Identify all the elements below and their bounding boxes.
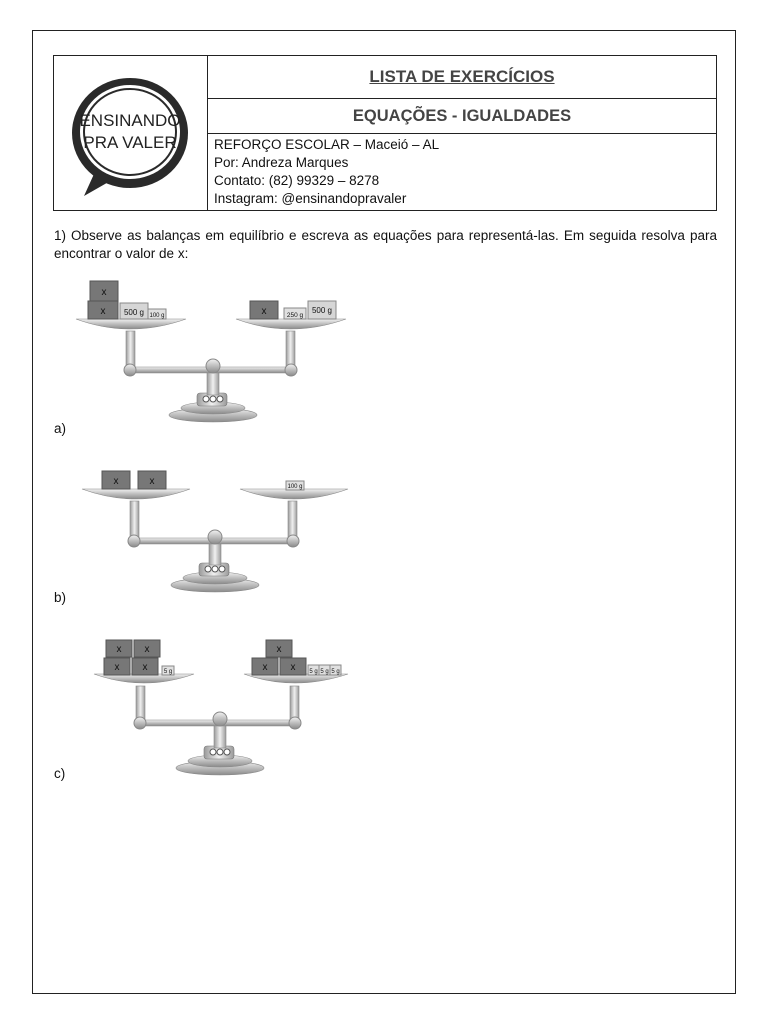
logo-line-1: ENSINANDO — [79, 111, 181, 130]
unknown-box-label: x — [142, 662, 148, 673]
weight-label: 100 g — [287, 484, 303, 490]
item-label-c: c) — [54, 766, 66, 781]
left-pan-boxes — [104, 640, 174, 675]
worksheet-subtitle: EQUAÇÕES - IGUALDADES — [208, 99, 716, 134]
unknown-box-label: x — [276, 644, 282, 655]
right-pan — [236, 319, 346, 329]
unknown-box-label: x — [116, 644, 122, 655]
worksheet-title: LISTA DE EXERCÍCIOS — [208, 56, 716, 99]
weight-label: 500 g — [311, 306, 333, 315]
left-pan-boxes — [102, 471, 166, 489]
right-pan-boxes — [252, 640, 341, 675]
scale-base — [128, 501, 299, 592]
header-table — [53, 55, 717, 211]
unknown-box-label: x — [114, 662, 120, 673]
info-line: Contato: (82) 99329 – 8278 — [214, 173, 380, 188]
info-line: REFORÇO ESCOLAR – Maceió – AL — [214, 137, 440, 152]
unknown-box-label: x — [100, 306, 106, 317]
left-pan — [76, 319, 186, 329]
question-text: 1) Observe as balanças em equilíbrio e escreva as equações para representá-las. Em seguida resolva para encontrar o valor de x: — [54, 228, 717, 261]
balance-scale-b — [80, 445, 360, 595]
weight-label: 100 g — [149, 313, 165, 319]
item-label-a: a) — [54, 421, 67, 436]
unknown-box-label: x — [113, 476, 119, 487]
weight-label: 5 g — [331, 669, 340, 675]
left-pan — [82, 489, 190, 499]
balance-scale-a — [70, 275, 360, 425]
right-pan-boxes — [286, 481, 304, 490]
unknown-box-label: x — [101, 287, 107, 298]
weight-label: 5 g — [309, 669, 318, 675]
worksheet-info — [208, 134, 716, 210]
weight-label: 500 g — [123, 308, 145, 317]
left-pan-boxes — [88, 281, 166, 319]
weight-label: 5 g — [320, 669, 329, 675]
right-pan-boxes — [250, 301, 336, 319]
unknown-box-label: x — [261, 306, 267, 317]
logo-line-2: PRA VALER — [83, 133, 177, 152]
unknown-box-label: x — [144, 644, 150, 655]
weight-label: 5 g — [163, 669, 173, 675]
unknown-box-label: x — [290, 662, 296, 673]
scale-base — [134, 686, 301, 775]
weight-label: 250 g — [286, 312, 304, 319]
info-line: Instagram: @ensinandopravaler — [214, 191, 407, 206]
info-line: Por: Andreza Marques — [214, 155, 349, 170]
speech-bubble-logo — [54, 56, 206, 210]
unknown-box-label: x — [149, 476, 155, 487]
scale-base — [124, 331, 297, 422]
balance-scale-c — [90, 630, 370, 780]
unknown-box-label: x — [262, 662, 268, 673]
logo-cell — [54, 56, 208, 210]
item-label-b: b) — [54, 590, 67, 605]
